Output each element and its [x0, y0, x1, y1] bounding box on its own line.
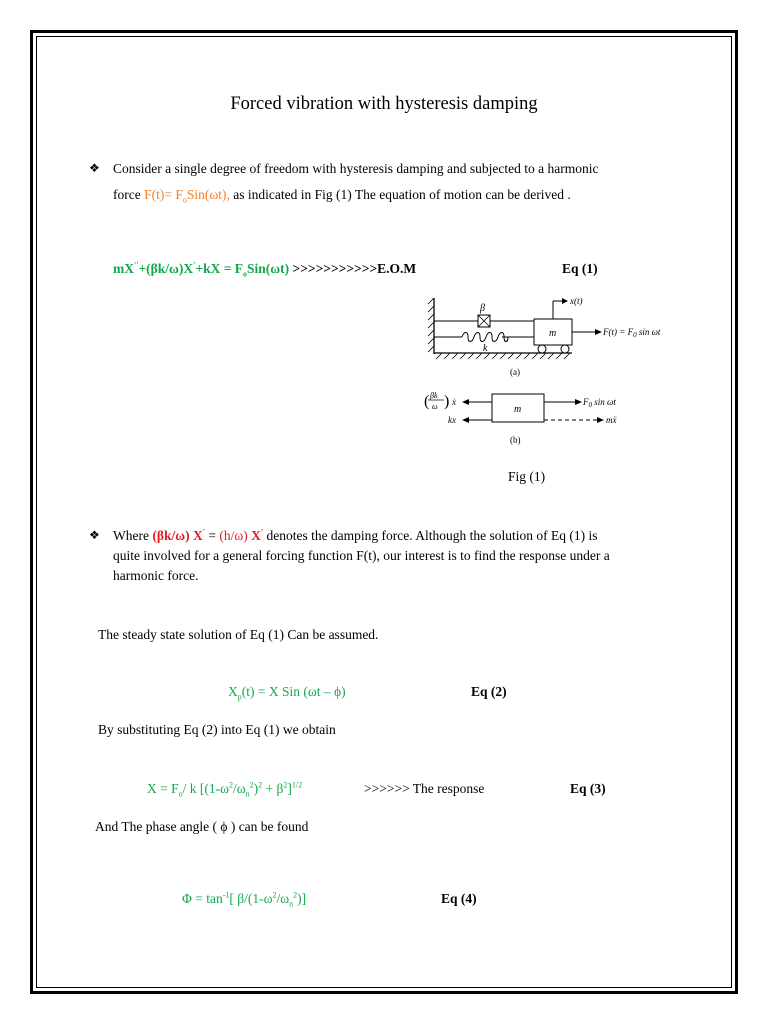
force-b-label: $F_0$ sin ωt [583, 397, 616, 409]
force-expression: $F(t)= F_oSin(\omega t)$, [144, 187, 230, 205]
force-arrow-a [595, 329, 602, 335]
eq3-expression: $X = F_o/$ k $[(1-\omega^2/\omega_n^2)^2 + \beta^2]^{1/2}$ [147, 780, 303, 799]
bullet-icon: ❖ [89, 528, 100, 542]
kx-label: kx [448, 415, 456, 425]
spring [462, 333, 508, 342]
wheel-right [561, 345, 569, 353]
displacement-arrow [562, 298, 568, 304]
force-a-label: $F(t) = F_0$ sin ωt [603, 327, 661, 339]
eq3-label: Eq (3) [570, 781, 606, 796]
k-label: k [483, 343, 488, 354]
vibration-figure [422, 290, 682, 450]
phase-angle-text: And The phase angle ( ϕ ) can be found [95, 819, 309, 834]
page-border-inner [36, 36, 732, 988]
steady-state-text: The steady state solution of Eq (1) Can be assumed. [98, 627, 379, 642]
page-title: Forced vibration with hysteresis damping [230, 94, 538, 114]
inertia-arrow [597, 417, 604, 423]
label-b: (b) [510, 435, 521, 445]
intro-line-1: Consider a single degree of freedom with hysteresis damping and subjected to a harmonic [113, 161, 599, 176]
fbd-mass-label: m [514, 404, 522, 415]
eq2-expression: $X_p(t) = X$ Sin (ωt – ϕ) [228, 684, 346, 702]
figure-caption: Fig (1) [508, 469, 546, 484]
bullet-icon: ❖ [89, 161, 100, 175]
damp-num: βk [430, 391, 438, 400]
ground-hatch [436, 353, 570, 359]
substitution-text: By substituting Eq (2) into Eq (1) we obtain [98, 722, 336, 737]
eq2-label: Eq (2) [471, 684, 507, 699]
svg-text:(: ( [424, 393, 430, 410]
damping-term: (βk/ω) X' [152, 527, 205, 543]
damping-line-1: Where (βk/ω) X' = (h/ω) X' denotes the damping force. Although the solution of Eq (1) is [113, 527, 598, 543]
eq4-expression: $\Phi = \tan^{-1}$[ $\beta/(1-\omega^2/\omega_n^2)$] [182, 890, 307, 909]
equation-of-motion: $mX''+(\beta k/\omega)X'+kX = F_oSin(\omega t) >>>>>>>>>>>E.O.M$ [113, 260, 417, 279]
damping-line-2: quite involved for a general forcing function F(t), our interest is to find the response under a [113, 548, 610, 563]
inertia-label: mẍ [606, 415, 617, 425]
mass-label: m [549, 328, 557, 339]
xdot-label: ẋ [452, 397, 456, 407]
intro-line-2: force $F(t)= F_oSin(\omega t)$, as indicated in Fig (1) The equation of motion can be derived . [113, 187, 571, 205]
eq3-note: >>>>>> The response [364, 781, 485, 796]
eq4-label: Eq (4) [441, 891, 477, 906]
wheel-left [538, 345, 546, 353]
eq1-label: Eq (1) [562, 261, 598, 276]
beta-label: β [480, 303, 485, 314]
damp-den: ω [432, 402, 438, 411]
wall-hatch [428, 298, 434, 352]
spring-force-arrow [462, 417, 469, 423]
label-a: (a) [510, 367, 520, 377]
damping-force-arrow [462, 399, 469, 405]
force-arrow-b [575, 399, 582, 405]
xt-label: x(t) [570, 296, 583, 306]
svg-text:): ) [444, 393, 450, 410]
damping-line-3: harmonic force. [113, 568, 199, 583]
